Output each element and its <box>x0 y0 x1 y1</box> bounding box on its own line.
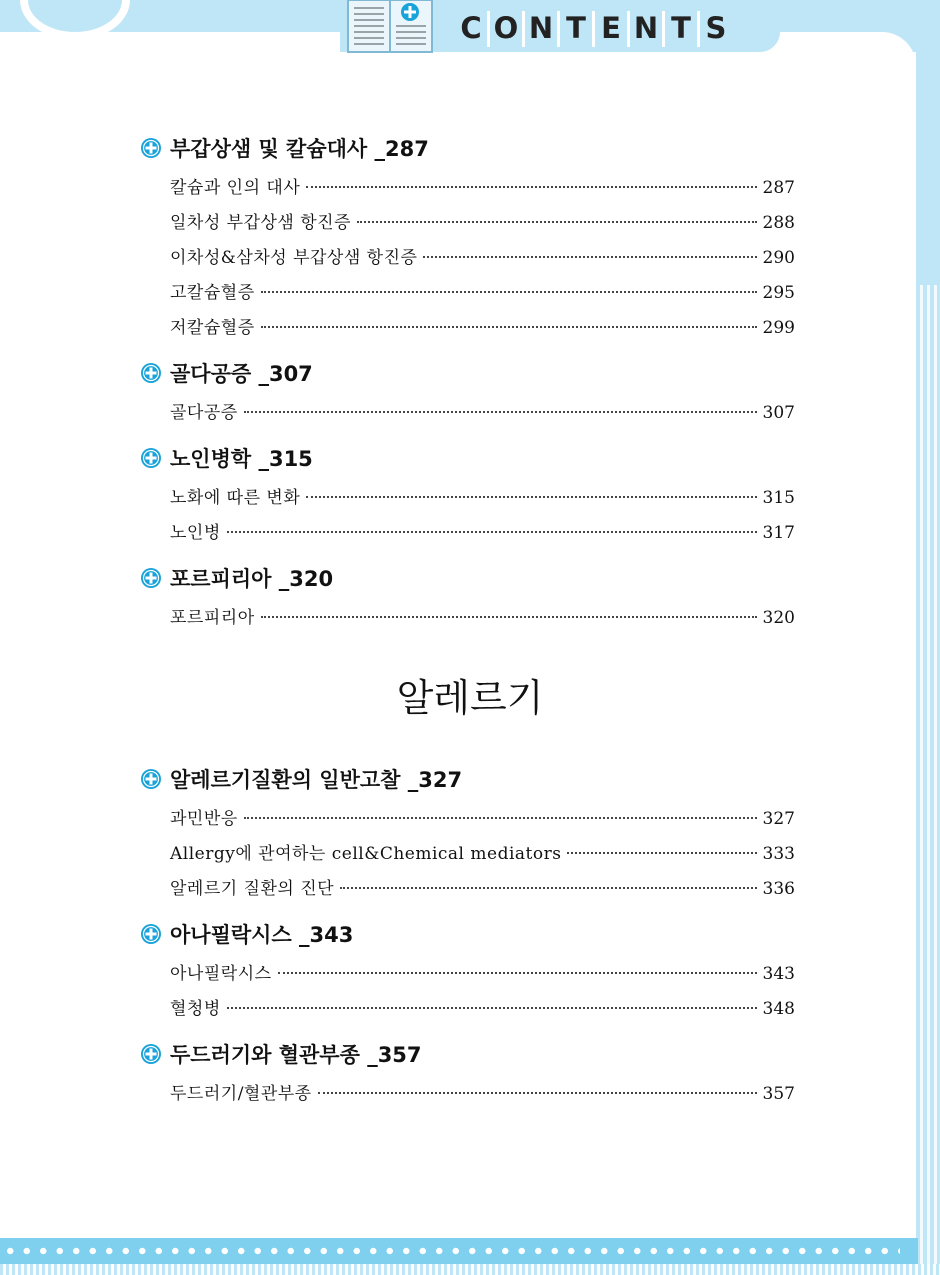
dot-leader <box>244 411 757 413</box>
section-title: 아나필락시스 _343 <box>170 923 354 947</box>
toc-entry[interactable] <box>170 839 795 865</box>
part-title: 알레르기 <box>396 676 544 720</box>
title-letter: E <box>601 11 621 45</box>
title-letter: O <box>493 11 519 45</box>
entry-page: 290 <box>762 248 795 268</box>
section-heading[interactable] <box>140 919 353 949</box>
title-letter: N <box>528 11 554 45</box>
entry-page: 327 <box>762 809 795 829</box>
entry-page: 336 <box>762 879 795 899</box>
dot-leader <box>318 1092 757 1094</box>
plus-circle-icon <box>140 1043 162 1065</box>
right-frame-stripes <box>920 285 940 1275</box>
toc-entry[interactable] <box>170 804 795 830</box>
entry-label: 고칼슘혈증 <box>170 283 255 303</box>
dot-leader <box>306 496 756 498</box>
plus-circle-icon <box>140 362 162 384</box>
section-heading[interactable] <box>140 563 333 593</box>
toc-entry[interactable] <box>170 518 795 544</box>
dot-leader <box>261 616 757 618</box>
entry-page: 343 <box>762 964 795 984</box>
title-letter: T <box>566 11 586 45</box>
entry-page: 315 <box>762 488 795 508</box>
dot-leader <box>227 1007 757 1009</box>
entry-page: 287 <box>762 178 795 198</box>
title-letter: C <box>460 11 482 45</box>
dot-leader <box>357 221 757 223</box>
entry-page: 295 <box>762 283 795 303</box>
toc-entry[interactable] <box>170 398 795 424</box>
toc-entry[interactable] <box>170 243 795 269</box>
dot-leader <box>278 972 757 974</box>
entry-page: 357 <box>762 1084 795 1104</box>
toc-entry[interactable] <box>170 874 795 900</box>
section-heading[interactable] <box>140 1039 422 1069</box>
dot-leader <box>261 326 757 328</box>
plus-circle-icon <box>140 768 162 790</box>
toc-entry[interactable] <box>170 603 795 629</box>
entry-label: 골다공증 <box>170 403 238 423</box>
toc-entry[interactable] <box>170 208 795 234</box>
dot-leader <box>340 887 756 889</box>
dot-leader <box>227 531 757 533</box>
entry-label: 일차성 부갑상샘 항진증 <box>170 213 352 233</box>
entry-page: 320 <box>762 608 795 628</box>
entry-label: 저칼슘혈증 <box>170 318 255 338</box>
entry-label: 혈청병 <box>170 999 221 1019</box>
dot-leader <box>423 256 756 258</box>
toc-entry[interactable] <box>170 959 795 985</box>
plus-circle-icon <box>140 137 162 159</box>
toc-entry[interactable] <box>170 313 795 339</box>
section-heading[interactable] <box>140 358 313 388</box>
entry-page: 288 <box>762 213 795 233</box>
entry-label: 노화에 따른 변화 <box>170 488 301 508</box>
section-title: 골다공증 _307 <box>170 362 313 386</box>
entry-label: 노인병 <box>170 523 221 543</box>
entry-page: 317 <box>762 523 795 543</box>
section-heading[interactable] <box>140 764 462 794</box>
plus-circle-icon <box>140 447 162 469</box>
toc-entry[interactable] <box>170 483 795 509</box>
plus-circle-icon <box>140 567 162 589</box>
toc-entry[interactable] <box>170 278 795 304</box>
open-book-icon <box>346 0 434 54</box>
dot-leader <box>306 186 756 188</box>
entry-label: 과민반응 <box>170 809 238 829</box>
section-heading[interactable] <box>140 443 313 473</box>
bottom-frame-stripes <box>0 1264 940 1275</box>
section-title: 알레르기질환의 일반고찰 _327 <box>170 768 463 792</box>
entry-page: 348 <box>762 999 795 1019</box>
toc-entry[interactable] <box>170 994 795 1020</box>
entry-label: Allergy에 관여하는 cell&Chemical mediators <box>170 844 562 864</box>
entry-page: 307 <box>762 403 795 423</box>
contents-title <box>455 11 732 51</box>
section-title: 두드러기와 혈관부종 _357 <box>170 1043 422 1067</box>
dot-leader <box>261 291 757 293</box>
entry-page: 333 <box>762 844 795 864</box>
entry-label: 아나필락시스 <box>170 964 272 984</box>
title-letter: N <box>633 11 659 45</box>
toc-entry[interactable] <box>170 173 795 199</box>
dot-leader <box>567 852 756 854</box>
entry-label: 이차성&삼차성 부갑상샘 항진증 <box>170 248 418 268</box>
dot-leader <box>244 817 757 819</box>
title-letter: S <box>705 11 727 45</box>
plus-circle-icon <box>140 923 162 945</box>
bottom-frame-dots <box>0 1244 900 1258</box>
entry-label: 포르피리아 <box>170 608 255 628</box>
section-title: 포르피리아 _320 <box>170 567 334 591</box>
entry-page: 299 <box>762 318 795 338</box>
entry-label: 칼슘과 인의 대사 <box>170 178 301 198</box>
entry-label: 알레르기 질환의 진단 <box>170 879 335 899</box>
section-title: 노인병학 _315 <box>170 447 313 471</box>
section-title: 부갑상샘 및 칼슘대사 _287 <box>170 137 429 161</box>
title-letter: T <box>671 11 691 45</box>
toc-entry[interactable] <box>170 1079 795 1105</box>
section-heading[interactable] <box>140 133 429 163</box>
entry-label: 두드러기/혈관부종 <box>170 1084 312 1104</box>
